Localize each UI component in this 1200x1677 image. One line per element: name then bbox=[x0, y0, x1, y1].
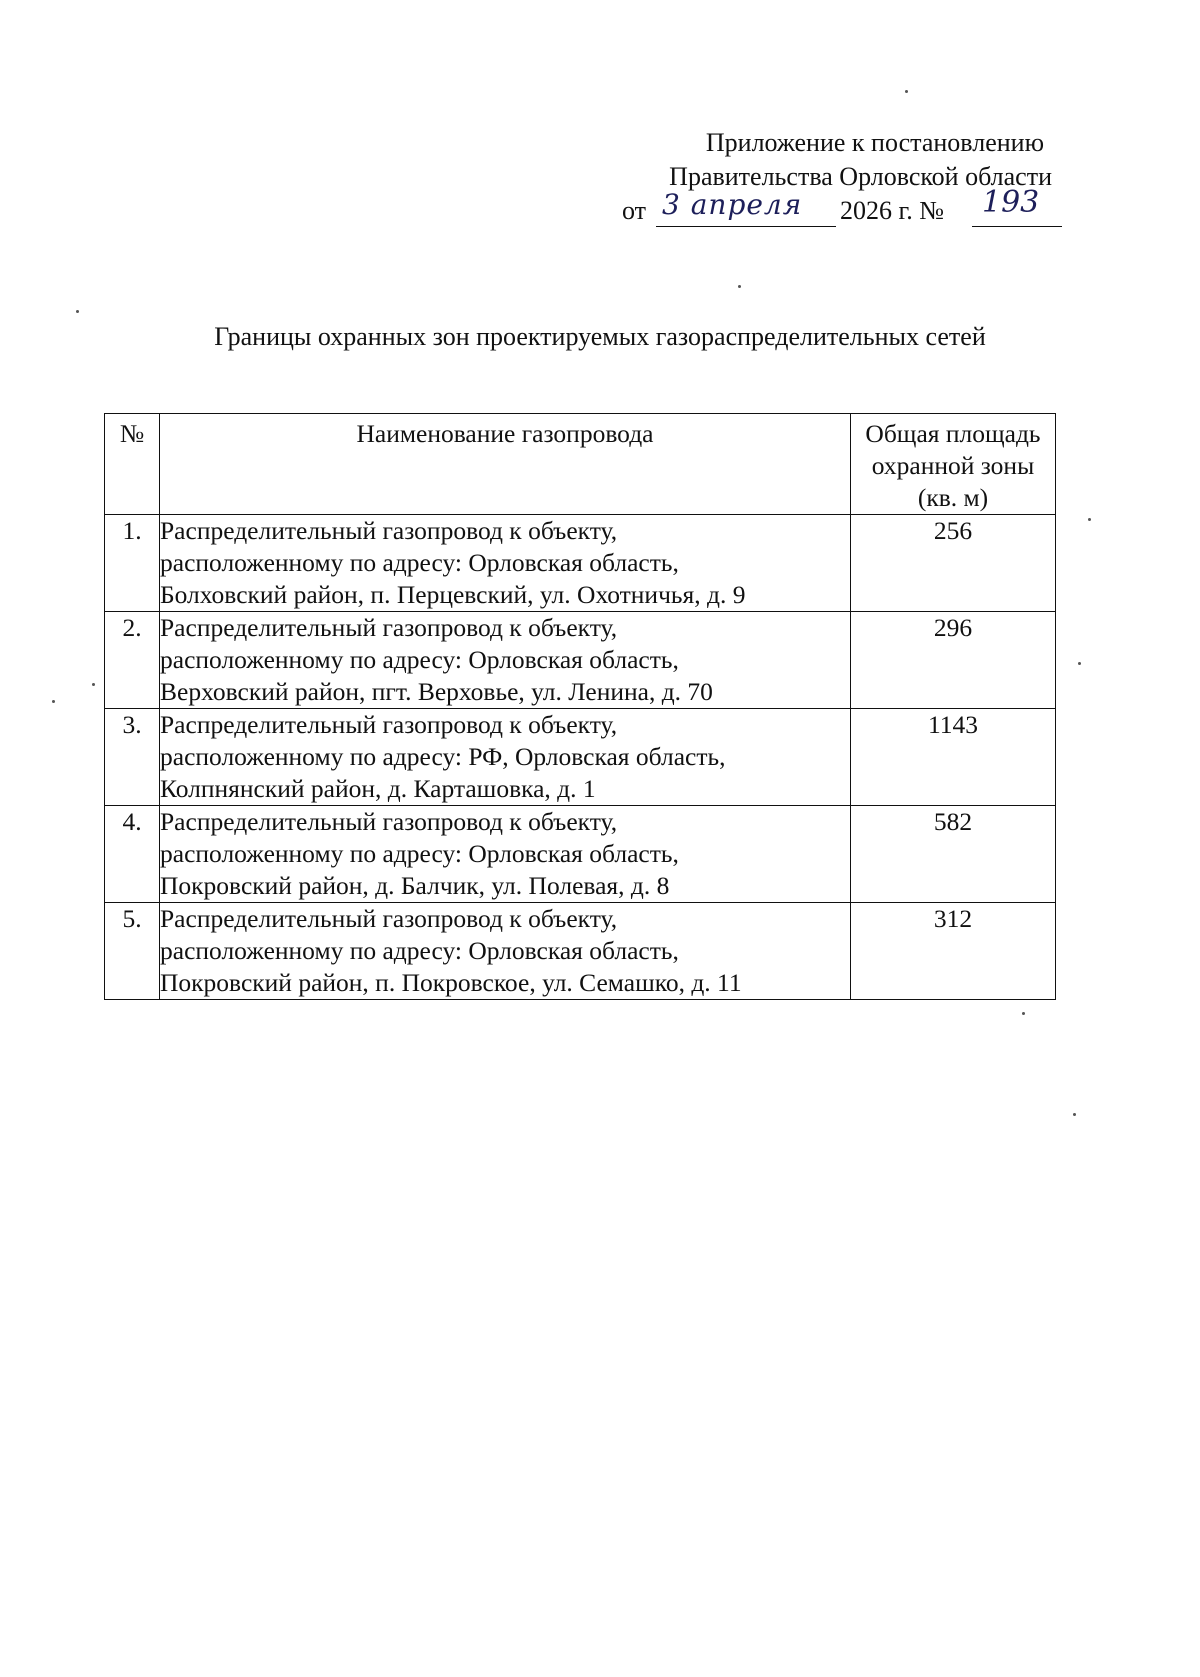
appendix-line-1: Приложение к постановлению bbox=[705, 128, 1044, 157]
handwritten-number: 193 bbox=[982, 185, 1040, 220]
pipeline-name-line: Покровский район, д. Балчик, ул. Полевая, д. 8 bbox=[160, 871, 670, 900]
table-header-row bbox=[105, 414, 1056, 515]
pipeline-name-line: Распределительный газопровод к объекту, bbox=[160, 613, 618, 642]
scan-speck bbox=[1088, 518, 1091, 521]
protection-zones-table bbox=[104, 413, 1056, 1000]
appendix-header bbox=[560, 126, 1080, 234]
year-and-number-label: 2026 г. № bbox=[840, 196, 945, 225]
table-row bbox=[105, 903, 1056, 1000]
date-prefix: от bbox=[622, 196, 647, 225]
pipeline-name-line: Верховский район, пгт. Верховье, ул. Ленина, д. 70 bbox=[160, 677, 713, 706]
pipeline-name-cell bbox=[160, 612, 851, 709]
scan-speck bbox=[1022, 1012, 1025, 1015]
zone-area-value: 582 bbox=[851, 806, 1056, 903]
pipeline-name-line: Распределительный газопровод к объекту, bbox=[160, 807, 618, 836]
pipeline-name-line: Болховский район, п. Перцевский, ул. Охотничья, д. 9 bbox=[160, 580, 746, 609]
scan-speck bbox=[76, 310, 79, 313]
table-row bbox=[105, 612, 1056, 709]
pipeline-name-cell bbox=[160, 903, 851, 1000]
document-title: Границы охранных зон проектируемых газораспределительных сетей bbox=[214, 322, 986, 351]
scan-speck bbox=[905, 90, 908, 93]
pipeline-name-line: Распределительный газопровод к объекту, bbox=[160, 904, 618, 933]
appendix-line-2: Правительства Орловской области bbox=[669, 162, 1052, 191]
pipeline-name-cell bbox=[160, 806, 851, 903]
header-area-line: (кв. м) bbox=[917, 483, 989, 512]
pipeline-name-line: Распределительный газопровод к объекту, bbox=[160, 710, 618, 739]
scan-speck bbox=[1078, 662, 1081, 665]
header-area-line: охранной зоны bbox=[871, 451, 1035, 480]
pipeline-name-line: расположенному по адресу: Орловская область, bbox=[160, 645, 679, 674]
zone-area-value: 1143 bbox=[851, 709, 1056, 806]
pipeline-name-line: расположенному по адресу: РФ, Орловская область, bbox=[160, 742, 726, 771]
row-number: 4. bbox=[105, 806, 160, 903]
header-number: № bbox=[105, 414, 160, 515]
handwritten-date: 3 апреля bbox=[662, 188, 803, 221]
table-row bbox=[105, 709, 1056, 806]
row-number: 3. bbox=[105, 709, 160, 806]
zone-area-value: 296 bbox=[851, 612, 1056, 709]
table-row bbox=[105, 515, 1056, 612]
header-area bbox=[851, 414, 1056, 515]
scan-speck bbox=[92, 683, 95, 686]
resolution-date-line bbox=[560, 185, 1080, 234]
pipeline-name-line: Колпнянский район, д. Карташовка, д. 1 bbox=[160, 774, 596, 803]
scan-speck bbox=[1073, 1113, 1076, 1116]
pipeline-name-line: расположенному по адресу: Орловская область, bbox=[160, 936, 679, 965]
header-pipeline-name: Наименование газопровода bbox=[160, 414, 851, 515]
number-blank bbox=[972, 185, 1062, 227]
zone-area-value: 256 bbox=[851, 515, 1056, 612]
pipeline-name-line: расположенному по адресу: Орловская область, bbox=[160, 548, 679, 577]
row-number: 5. bbox=[105, 903, 160, 1000]
date-blank bbox=[656, 188, 836, 227]
zone-area-value: 312 bbox=[851, 903, 1056, 1000]
row-number: 1. bbox=[105, 515, 160, 612]
scan-speck bbox=[738, 285, 741, 288]
pipeline-name-cell bbox=[160, 515, 851, 612]
pipeline-name-line: Покровский район, п. Покровское, ул. Семашко, д. 11 bbox=[160, 968, 742, 997]
row-number: 2. bbox=[105, 612, 160, 709]
table-body bbox=[105, 515, 1056, 1000]
table-row bbox=[105, 806, 1056, 903]
scan-speck bbox=[52, 700, 55, 703]
pipeline-name-line: Распределительный газопровод к объекту, bbox=[160, 516, 618, 545]
pipeline-name-cell bbox=[160, 709, 851, 806]
pipeline-name-line: расположенному по адресу: Орловская область, bbox=[160, 839, 679, 868]
header-area-line: Общая площадь bbox=[865, 419, 1041, 448]
